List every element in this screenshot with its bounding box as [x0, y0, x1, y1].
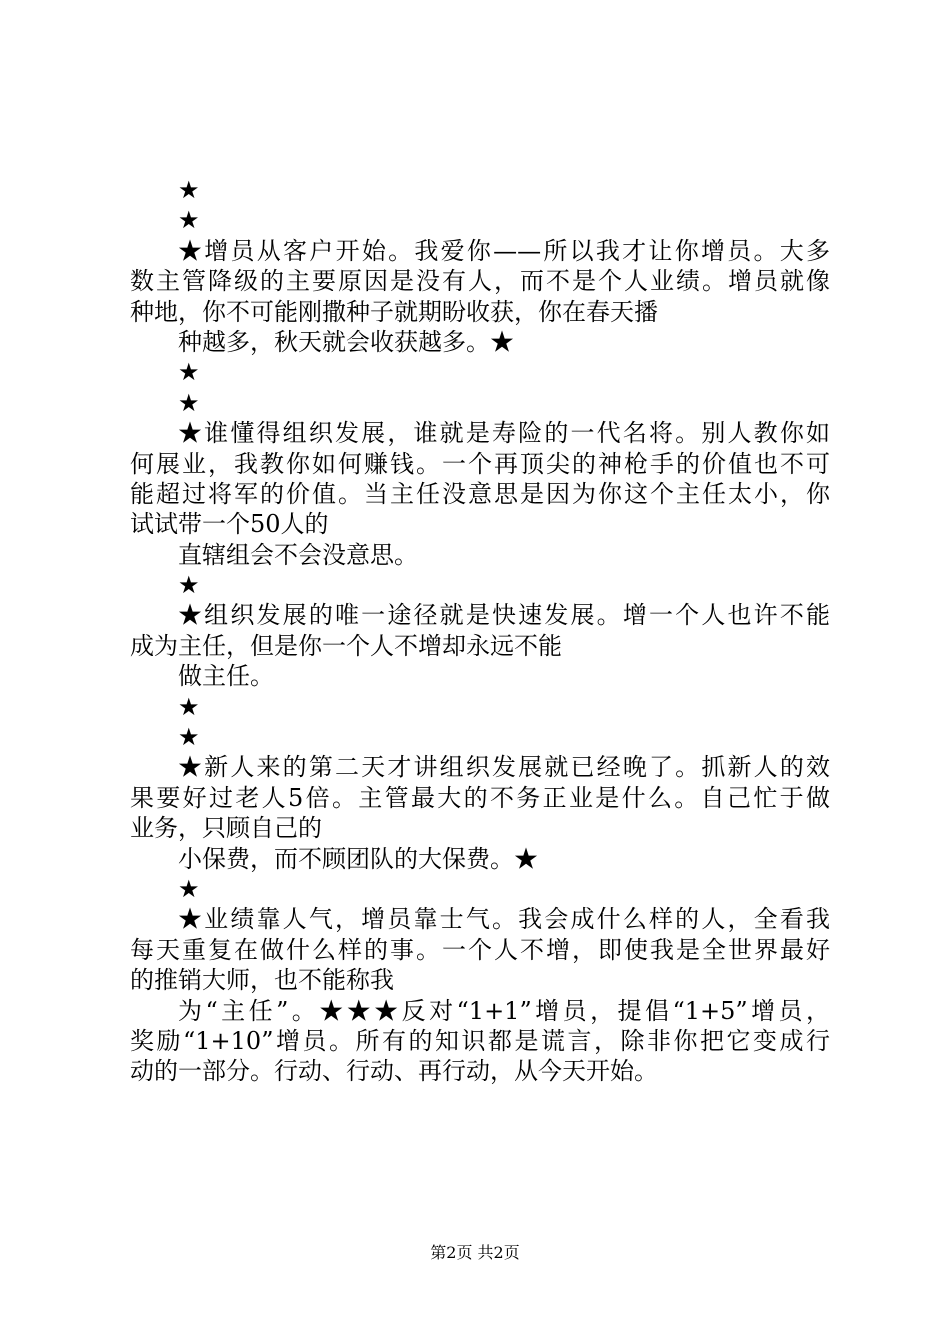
text-line: ★谁懂得组织发展，谁就是寿险的一代名将。别人教你如 — [178, 419, 830, 448]
text-line: 能超过将军的价值。当主任没意思是因为你这个主任太小，你 — [130, 479, 830, 508]
text-line: ★ — [178, 358, 200, 387]
text-line: ★ — [178, 176, 200, 204]
text-line: ★ — [178, 723, 200, 752]
text-line: ★新人来的第二天才讲组织发展就已经晚了。抓新人的效 — [178, 753, 830, 782]
text-line: ★ — [178, 571, 200, 600]
text-line: 小保费，而不顾团队的大保费。★ — [178, 844, 538, 873]
text-line: 奖励“1+10”增员。所有的知识都是谎言，除非你把它变成行 — [130, 1026, 830, 1055]
page-footer: 第2页 共2页 — [430, 1243, 520, 1262]
text-line: 何展业，我教你如何赚钱。一个再顶尖的神枪手的价值也不可 — [130, 449, 830, 478]
text-line: 的推销大师，也不能称我 — [130, 966, 394, 995]
document-body — [130, 175, 830, 1087]
text-line: 试试带一个50人的 — [130, 510, 329, 539]
text-line: 数主管降级的主要原因是没有人，而不是个人业绩。增员就像 — [130, 267, 830, 296]
text-line: ★组织发展的唯一途径就是快速发展。增一个人也许不能 — [178, 601, 830, 630]
text-line: 每天重复在做什么样的事。一个人不增，即使我是全世界最好 — [130, 935, 830, 964]
text-line: ★ — [178, 388, 200, 417]
text-line: 业务，只顾自己的 — [130, 814, 322, 843]
text-line: 成为主任，但是你一个人不增却永远不能 — [130, 631, 562, 660]
text-line: 直辖组会不会没意思。 — [178, 540, 418, 569]
text-line: 果要好过老人5倍。主管最大的不务正业是什么。自己忙于做 — [130, 783, 830, 812]
text-line: ★增员从客户开始。我爱你——所以我才让你增员。大多 — [178, 236, 830, 265]
text-line: ★业绩靠人气，增员靠士气。我会成什么样的人，全看我 — [178, 905, 830, 934]
text-line: 为“主任”。★★★反对“1+1”增员，提倡“1+5”增员， — [178, 996, 830, 1025]
text-line: 种越多，秋天就会收获越多。★ — [178, 327, 514, 356]
text-line: ★ — [178, 692, 200, 721]
text-line: 种地，你不可能刚撒种子就期盼收获，你在春天播 — [130, 297, 658, 326]
text-line: ★ — [178, 874, 200, 903]
text-line: 动的一部分。行动、行动、再行动，从今天开始。 — [130, 1057, 658, 1086]
text-line: 做主任。 — [178, 662, 274, 691]
text-line: ★ — [178, 206, 200, 235]
